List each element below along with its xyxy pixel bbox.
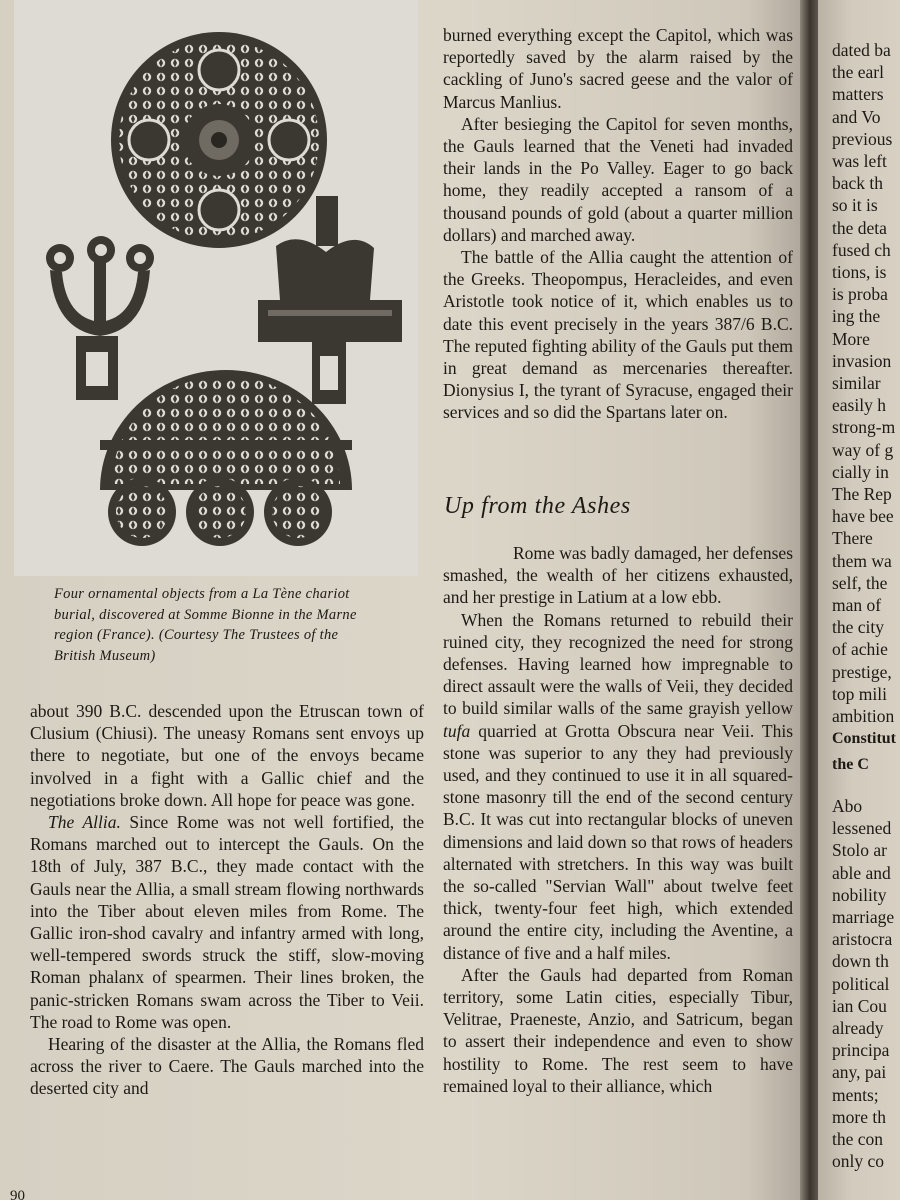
paragraph: about 390 B.C. descended upon the Etruscan town of Clusium (Chiusi). The uneasy Romans sent envoys up there to negotiate, but one of the envoys became involved in a fight with a Gallic chief and the negotiations broke down. All hope for peace was gone. (30, 701, 424, 810)
paragraph: Hearing of the disaster at the Allia, the Romans fled across the river to Caere. The Gauls marched into the deserted city and (30, 1034, 424, 1099)
facing-page-line: easily h (832, 395, 886, 416)
facing-page-line: have bee (832, 506, 894, 527)
facing-page-line: was left (832, 151, 887, 171)
section-heading: Up from the Ashes (444, 493, 631, 519)
facing-page-line: the con (832, 1129, 884, 1149)
facing-page-line: ing the (832, 306, 881, 327)
facing-page-line: the earl (832, 62, 884, 83)
facing-page-line: principa (832, 1040, 890, 1061)
paragraph (30, 811, 424, 1033)
paragraph: After the Gauls had departed from Roman territory, some Latin cities, especially Tibur, Velitrae, Praeneste, Anzio, and Satricum, began to assert their independence and even to show hostility to Rome. The rest seem to have remained loyal to their alliance, which (443, 964, 793, 1096)
facing-page-line: back th (832, 173, 884, 194)
paragraph: After besieging the Capitol for seven months, the Gauls learned that the Veneti had invaded their lands in the Po Valley. Eager to go back home, they readily accepted a ransom of a thousand pounds of gold (about a quarter million dollars) and marched away. (443, 113, 793, 245)
facing-page-line: only co (832, 1151, 885, 1172)
facing-page-line: dated ba (832, 40, 891, 60)
round-openwork-disc (111, 32, 327, 248)
facing-page-line: the deta (832, 217, 887, 238)
facing-page-line: way of g (832, 439, 894, 460)
facing-page-line: marriage (832, 907, 895, 927)
facing-page-line: Stolo ar (832, 840, 887, 861)
facing-page-edge (818, 0, 900, 1200)
facing-page-line: prestige, (832, 661, 892, 682)
facing-page-line: man of (832, 595, 882, 615)
facing-page-line: ambition (832, 706, 895, 726)
facing-page-line: Constitut (832, 730, 897, 747)
italic-term: tufa (443, 720, 471, 741)
paragraph-text: quarried at Grotta Obscura near Veii. This stone was superior to any they had previously used, and they continued to use it in all squared-stone masonry till the end of the second century B.C. It was cut into rectangular blocks of uneven dimensions and laid down so that rows of headers alternated with stretchers. In this way was built the so-called "Servian Wall" about twelve feet thick, twenty-four feet high, which extended around the entire city, including the Aventine, a distance of five and a half miles. (443, 720, 793, 963)
paragraph: The battle of the Allia caught the attention of the Greeks. Theopompus, Heracleides, and even Aristotle took notice of it, which enables us to date this event precisely in the years 387/6 B.C. The reputed fighting ability of the Gauls put them in great demand as mercenaries thereafter. Dionysius I, the tyrant of Syracuse, engaged their services and so did the Spartans later on. (443, 247, 793, 423)
facing-page-line: previous (832, 128, 893, 149)
facing-page-line: aristocra (832, 929, 893, 950)
figure-caption: Four ornamental objects from a La Tène chariot burial, discovered at Somme Bionne in the Marne region (France). (Courtesy The Trustees of the British Museum) (54, 586, 357, 664)
facing-page-line: down th (832, 951, 889, 972)
facing-page-line: ian Cou (832, 995, 887, 1016)
facing-page-line: nobility (832, 884, 887, 905)
page-number: 90 (10, 1188, 25, 1200)
facing-page-line: cially in (832, 461, 889, 482)
artifact-photograph (14, 0, 418, 576)
right-text-column-top (443, 24, 793, 424)
facing-page-line: and Vo (832, 106, 881, 127)
facing-page-line: The Rep (832, 484, 892, 504)
facing-page-line: Abo (832, 796, 863, 816)
facing-page-line: There (832, 528, 873, 549)
facing-page-line: top mili (832, 683, 887, 704)
facing-page-line: ments; (832, 1084, 879, 1105)
facing-page-line: more th (832, 1106, 886, 1127)
facing-page-line: the C (832, 756, 869, 773)
paragraph (443, 609, 793, 964)
facing-page-line: More (832, 328, 870, 349)
facing-page-line: matters (832, 84, 884, 105)
facing-page-line: the city (832, 617, 884, 638)
facing-page-line: any, pai (832, 1062, 887, 1083)
facing-page-line: so it is (832, 195, 878, 216)
la-tene-ornaments-illustration (14, 0, 418, 576)
facing-page-line: similar (832, 373, 881, 393)
left-text-column (30, 700, 424, 1100)
facing-page-line: them wa (832, 550, 892, 571)
facing-page-line: of achie (832, 639, 888, 660)
facing-page-line: is proba (832, 284, 888, 305)
paragraph: burned everything except the Capitol, which was reportedly saved by the alarm raised by the cackling of Juno's sacred geese and the valor of Marcus Manlius. (443, 25, 793, 112)
facing-page-line: tions, is (832, 262, 887, 282)
facing-page-line: self, the (832, 572, 888, 593)
left-fork-ornament (46, 236, 154, 400)
facing-page-line: fused ch (832, 239, 891, 260)
run-in-heading: The Allia. (48, 812, 121, 833)
facing-page-line: able and (832, 862, 891, 883)
right-text-column-bottom (443, 542, 793, 1097)
facing-page-line: invasion (832, 350, 892, 371)
paragraph-body: Since Rome was not well fortified, the Romans marched out to intercept the Gauls. On the 18th of July, 387 B.C., they made contact with the Gauls near the Allia, a small stream flowing northwards into the Tiber about eleven miles from Rome. The Gallic iron-shod cavalry and infantry armed with long, well-tempered swords struck the stiff, slow-moving Roman phalanx of spearmen. Their lines broken, the panic-stricken Romans swam across the Tiber to Veii. The road to Rome was open. (30, 812, 424, 1032)
facing-page-line: political (832, 973, 890, 994)
paragraph-text: When the Romans returned to rebuild their ruined city, they recognized the need for strong defenses. Having learned how impregnable to direct assault were the walls of Veii, they decided to build similar walls of the same grayish yellow (443, 609, 793, 719)
facing-page-line: lessened (832, 818, 892, 839)
facing-page-line: already (832, 1018, 884, 1038)
paragraph: Rome was badly damaged, her defenses smashed, the wealth of her citizens exhausted, and her prestige in Latium at a low ebb. (443, 543, 793, 608)
facing-page-line: strong-m (832, 417, 896, 438)
